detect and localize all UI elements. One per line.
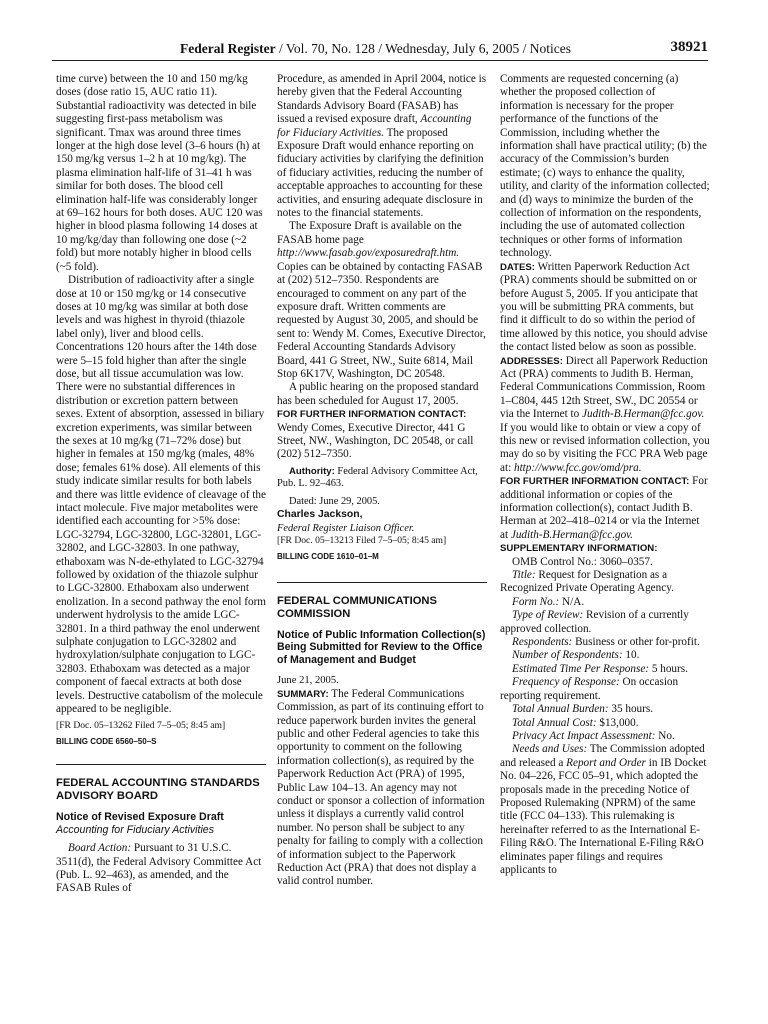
- fr-doc-line: [FR Doc. 05–13262 Filed 7–5–05; 8:45 am]: [56, 719, 226, 731]
- field-cost: [500, 717, 710, 730]
- field-title: [500, 569, 710, 596]
- paragraph-text: Procedure, as amended in April 2004, notice is hereby given that the Federal Accounting Standards Advisory Board (FASAB) has issued a revised exposure draft,: [277, 73, 487, 126]
- paragraph: [277, 73, 487, 220]
- fr-doc-line: [FR Doc. 05–13213 Filed 7–5–05; 8:45 am]: [277, 535, 447, 547]
- paragraph-text: Copies can be obtained by contacting FASAB at (202) 512–7350. Respondents are encouraged to comment on any part of the exposure draft. Written comments are requested by August 30, 2005, and should be sent to: Wendy M. Comes, Executive Director, Federal Accounting Standards Advisory Board, 441 G Street, NW., Suite 6814, Mail Stop 6K17V, Washington, DC 20548.: [277, 260, 486, 380]
- web-link[interactable]: http://www.fcc.gov/omd/pra.: [513, 461, 642, 474]
- field-form: [500, 596, 710, 609]
- field-value: The Commission adopted and released a: [500, 743, 705, 769]
- field-label: Total Annual Cost:: [512, 716, 597, 729]
- field-label: Respondents:: [512, 636, 573, 649]
- web-link[interactable]: http://www.fasab.gov/exposuredraft.htm.: [277, 247, 460, 260]
- field-label: Frequency of Response:: [512, 676, 620, 689]
- field-type: [500, 609, 710, 636]
- field-label: Estimated Time Per Response:: [512, 662, 650, 675]
- signer-name: [277, 508, 487, 521]
- field-value: 35 hours.: [608, 703, 654, 716]
- paragraph: time curve) between the 10 and 150 mg/kg doses (dose ratio 15, AUC ratio 11). Substantial radioactivity was detected in bile suggesting first-pass metabolism was significant. Tmax was around three times longer at the high dose level (3–6 hours (h) at 150 mg/kg versus 1–2 h at 10 mg/kg). The plasma elimination half-life of 31–41 h was similar for both doses. The blood cell elimination half-life was considerably longer at 69–162 hours for both doses. AUC 120 was higher in blood plasma following 14 doses at 10 mg/kg/day than following one dose (~2 fold) but more notably higher in blood cells (~5 fold).: [56, 73, 263, 273]
- paragraph-text: For additional information or copies of the information collection(s), contact Judith B. Herman at 202–418–0214 or via the Internet at: [500, 475, 708, 541]
- document-title-italic: Accounting for Fiduciary Activities.: [277, 113, 472, 139]
- paragraph-text: Pursuant to 31 U.S.C. 3511(d), the Federal Advisory Committee Act (Pub. L. 92–463), as amended, and the FASAB Rules of: [56, 842, 262, 895]
- dates-paragraph: [500, 261, 710, 355]
- field-burden: [500, 703, 710, 716]
- field-label: Total Annual Burden:: [512, 703, 609, 716]
- field-respondents: [500, 636, 710, 649]
- field-label: Type of Review:: [512, 609, 584, 622]
- page-number: 38921: [670, 39, 708, 55]
- paragraph-text: Written Paperwork Reduction Act (PRA) comments should be submitted on or before August 5, 2005. If you anticipate that you will be submitting PRA comments, but find it difficult to do so within the period of time allowed by this notice, you should advise the contact listed below as soon as possible.: [500, 260, 708, 354]
- field-needs: [500, 743, 710, 877]
- header-citation: [180, 41, 571, 57]
- field-label: Needs and Uses:: [512, 743, 588, 756]
- paragraph-text: The proposed Exposure Draft would enhance reporting on fiduciary activities by clarifying the definition of fiduciary activities, reducing the number of acceptable approaches to accounting for these activities, and ensuring adequate disclosure in notes to the financial statements.: [277, 126, 484, 220]
- field-value: Business or other for-profit.: [572, 636, 700, 649]
- field-label: Privacy Act Impact Assessment:: [512, 729, 656, 742]
- section-divider: [277, 582, 487, 583]
- agency-heading: FEDERAL ACCOUNTING STANDARDS ADVISORY BOARD: [56, 776, 260, 802]
- section-label: ADDRESSES:: [500, 355, 563, 367]
- section-label: DATES:: [500, 261, 535, 273]
- agency-heading: FEDERAL COMMUNICATIONS COMMISSION: [277, 594, 437, 620]
- email-link[interactable]: Judith-B.Herman@fcc.gov.: [510, 528, 634, 541]
- field-frequency: [500, 676, 710, 703]
- field-number: [500, 649, 710, 662]
- notice-date: June 21, 2005.: [277, 675, 339, 687]
- authority-text: Federal Advisory Committee Act, Pub. L. 92–463.: [277, 465, 478, 490]
- paragraph-text: Direct all Paperwork Reduction Act (PRA) comments to Judith B. Herman, Federal Communications Commission, Room 1–C804, 445 12th Street, SW., DC 20554 or via the Internet to: [500, 354, 708, 421]
- issue-info: / Vol. 70, No. 128 / Wednesday, July 6, 2005 / Notices: [275, 41, 571, 56]
- field-value: On occasion reporting requirement.: [500, 676, 679, 702]
- notice-title: Notice of Revised Exposure Draft: [56, 810, 224, 823]
- page-header: [52, 36, 708, 61]
- signer-title-text: Federal Register Liaison Officer.: [277, 522, 415, 534]
- field-value: Revision of a currently approved collection.: [500, 609, 689, 635]
- billing-code: BILLING CODE 6560–50–S: [56, 736, 157, 746]
- paragraph: Distribution of radioactivity after a single dose at 10 or 150 mg/kg or 14 consecutive doses at 10 mg/kg was similar at both dose levels and was highest in thyroid (thiazole label only), liver and blood cells. Concentrations 120 hours after the 14th dose were 5–15 fold higher than after the single dose, but all tissue accumulation was low. There were no substantial differences in distribution or excretion pattern between sexes. Extent of absorption, assessed in biliary excretion experiments, was similar between the sexes at 10 mg/kg (71–72% dose) but higher in females at 150 mg/kg (males, 48% dose; females 61% dose). All elements of this study indicate similar results for both labels and there was little evidence of cleavage of the intact molecule. Five major metabolites were identified each accounting for >5% dose: LGC-32794, LGC-32800, LGC-32801, LGC-32802, and LGC-32803. In one pathway, ethaboxam was N-de-ethylated to LGC-32794 followed by oxidation of the thiazole sulphur to LGC-32800. Ethaboxam also underwent enolization. In a second pathway the enol form underwent hydrolysis to the amide LGC-32801. In a third pathway the enol underwent sulphate conjugation to LGC-32802 and hydroxylation/sulphate conjugation to LGC-32803. Ethaboxam was detected as a major component of faecal extracts at both dose levels. Destructive catabolism of the molecule appeared to be negligible.: [56, 274, 267, 716]
- authority-label: Authority:: [289, 465, 335, 477]
- field-value: in IB Docket No. 04–226, FCC 05–91, which adopted the proposals made in the preceding Notice of Proposed Rulemaking (NPRM) of the same title (FCC 04–133). This rulemaking is hereinafter referred to as the International E-Filing R&O. The International E-Filing R&O eliminates paper filings and requires applicants to: [500, 756, 707, 876]
- paragraph-text: The Exposure Draft is available on the FASAB home page: [277, 220, 462, 246]
- summary-paragraph: [277, 688, 487, 889]
- field-value: N/A.: [559, 595, 585, 608]
- section-divider: [56, 764, 266, 765]
- supplementary-heading: [500, 542, 710, 555]
- field-privacy: [500, 730, 710, 743]
- field-value: 10.: [622, 649, 640, 662]
- paragraph: Comments are requested concerning (a) whether the proposed collection of information is necessary for the proper performance of the functions of the Commission, including whether the information shall have practical utility; (b) the accuracy of the Commission’s burden estimate; (c) ways to enhance the quality, utility, and clarity of the information collected; and (d) ways to minimize the burden of the collection of information on the respondents, including the use of automated collection techniques or other forms of information technology.: [500, 73, 710, 260]
- contact-paragraph: [500, 475, 710, 542]
- paragraph: [56, 842, 266, 896]
- email-link[interactable]: Judith-B.Herman@fcc.gov.: [582, 408, 705, 421]
- journal-name: Federal Register: [180, 41, 276, 56]
- paragraph: [277, 220, 487, 381]
- field-label: Number of Respondents:: [512, 649, 623, 662]
- section-label: FOR FURTHER INFORMATION CONTACT:: [500, 476, 690, 488]
- section-label: SUPPLEMENTARY INFORMATION:: [500, 543, 658, 555]
- signer-title: [277, 522, 487, 535]
- omb-control: OMB Control No.: 3060–0357.: [512, 555, 653, 568]
- paragraph-text: The Federal Communications Commission, as part of its continuing effort to reduce paperwork burden invites the general public and other Federal agencies to take this opportunity to comment on the following information collection(s), as required by the Paperwork Reduction Act (PRA) of 1995, Public Law 104–13. An agency may not conduct or sponsor a collection of information unless it displays a currently valid control number. No person shall be subject to any penalty for failing to comply with a collection of information subject to the Paperwork Reduction Act (PRA) that does not display a valid control number.: [277, 687, 485, 888]
- run-in-label: Board Action:: [68, 842, 132, 855]
- paragraph: Wendy Comes, Executive Director, 441 G Street, NW., Washington, DC 20548, or call (202) 512–7350.: [277, 421, 474, 461]
- section-label: SUMMARY:: [277, 688, 329, 700]
- field-value: Request for Designation as a Recognized Private Operating Agency.: [500, 569, 674, 595]
- field-time: [500, 663, 710, 676]
- addresses-paragraph: [500, 355, 710, 476]
- field-value: $13,000.: [596, 716, 639, 729]
- paragraph-text: If you would like to obtain or view a copy of this new or revised information collection, you may do so by visiting the FCC PRA Web page at:: [500, 421, 710, 474]
- column-1: [56, 73, 266, 896]
- field-label: Form No.:: [512, 595, 560, 608]
- billing-code: BILLING CODE 1610–01–M: [277, 552, 379, 562]
- field-label: Title:: [512, 569, 536, 582]
- paragraph: A public hearing on the proposed standard has been scheduled for August 17, 2005.: [277, 381, 479, 407]
- notice-subtitle: Accounting for Fiduciary Activities: [56, 823, 214, 836]
- section-label: FOR FURTHER INFORMATION CONTACT:: [277, 409, 467, 421]
- field-value: No.: [655, 729, 675, 742]
- column-3: [500, 73, 710, 877]
- column-2: [277, 73, 487, 889]
- notice-title: Notice of Public Information Collection(s) Being Submitted for Review to the Office of Management and Budget: [277, 628, 486, 666]
- dated-line: Dated: June 29, 2005.: [289, 495, 380, 507]
- authority-line: [277, 466, 487, 491]
- field-value: 5 hours.: [649, 662, 688, 675]
- contact-section: [277, 408, 487, 421]
- document-title-italic: Report and Order: [566, 756, 646, 769]
- signer: Charles Jackson,: [277, 509, 363, 521]
